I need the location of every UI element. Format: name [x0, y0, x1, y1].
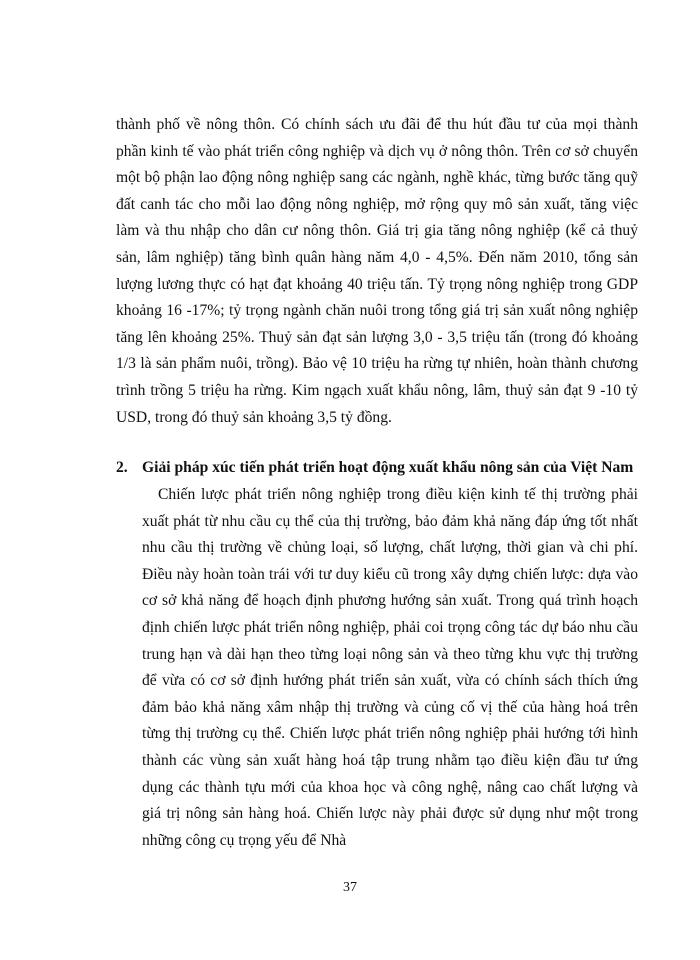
page-number: 37	[343, 880, 357, 895]
body-paragraph-1: thành phố về nông thôn. Có chính sách ưu đãi để thu hút đầu tư của mọi thành phần kinh tế vào phát triển công nghiệp và dịch vụ ở nông thôn. Trên cơ sở chuyển một bộ phận lao động nông nghiệp sang các ngành, nghề khác, từng bước tăng quỹ đất canh tác cho mỗi lao động nông nghiệp, mở rộng quy mô sản xuất, tăng việc làm và thu nhập cho dân cư nông thôn. Giá trị gia tăng nông nghiệp (kể cả thuỷ sản, lâm nghiệp) tăng bình quân hàng năm 4,0 - 4,5%. Đến năm 2010, tổng sản lượng lương thực có hạt đạt khoảng 40 triệu tấn. Tỷ trọng nông nghiệp trong GDP khoảng 16 -17%; tỷ trọng ngành chăn nuôi trong tổng giá trị sản xuất nông nghiệp tăng lên khoảng 25%. Thuỷ sản đạt sản lượng 3,0 - 3,5 triệu tấn (trong đó khoảng 1/3 là sản phẩm nuôi, trồng). Bảo vệ 10 triệu ha rừng tự nhiên, hoàn thành chương trình trồng 5 triệu ha rừng. Kim ngạch xuất khẩu nông, lâm, thuỷ sản đạt 9 -10 tỷ USD, trong đó thuỷ sản khoảng 3,5 tỷ đồng.	[116, 116, 638, 426]
section-heading-text: Giải pháp xúc tiến phát triển hoạt động xuất khẩu nông sản của Việt Nam	[142, 459, 634, 476]
body-paragraph-2: Chiến lược phát triển nông nghiệp trong điều kiện kinh tế thị trường phải xuất phát từ nhu cầu cụ thể của thị trường, bảo đảm khả năng đáp ứng tốt nhất nhu cầu thị trường về chủng loại, số lượng, chất lượng, thời gian và chi phí. Điều này hoàn toàn trái với tư duy kiểu cũ trong xây dựng chiến lược: dựa vào cơ sở khả năng để hoạch định phương hướng sản xuất. Trong quá trình hoạch định chiến lược phát triển nông nghiệp, phải coi trọng công tác dự báo nhu cầu trung hạn và dài hạn theo từng loại nông sản và theo từng khu vực thị trường để vừa có cơ sở định hướng phát triển sản xuất, vừa có chính sách thích ứng đảm bảo khả năng xâm nhập thị trường và củng cố vị thế của hàng hoá trên từng thị trường cụ thể. Chiến lược phát triển nông nghiệp phải hướng tới hình thành các vùng sản xuất hàng hoá tập trung nhằm tạo điều kiện đầu tư ứng dụng các thành tựu mới của khoa học và công nghệ, nâng cao chất lượng và giá trị nông sản hàng hoá. Chiến lược này phải được sử dụng như một trong những công cụ trọng yếu để Nhà	[142, 486, 638, 849]
section-number: 2.	[116, 459, 128, 476]
section-heading	[116, 455, 656, 482]
